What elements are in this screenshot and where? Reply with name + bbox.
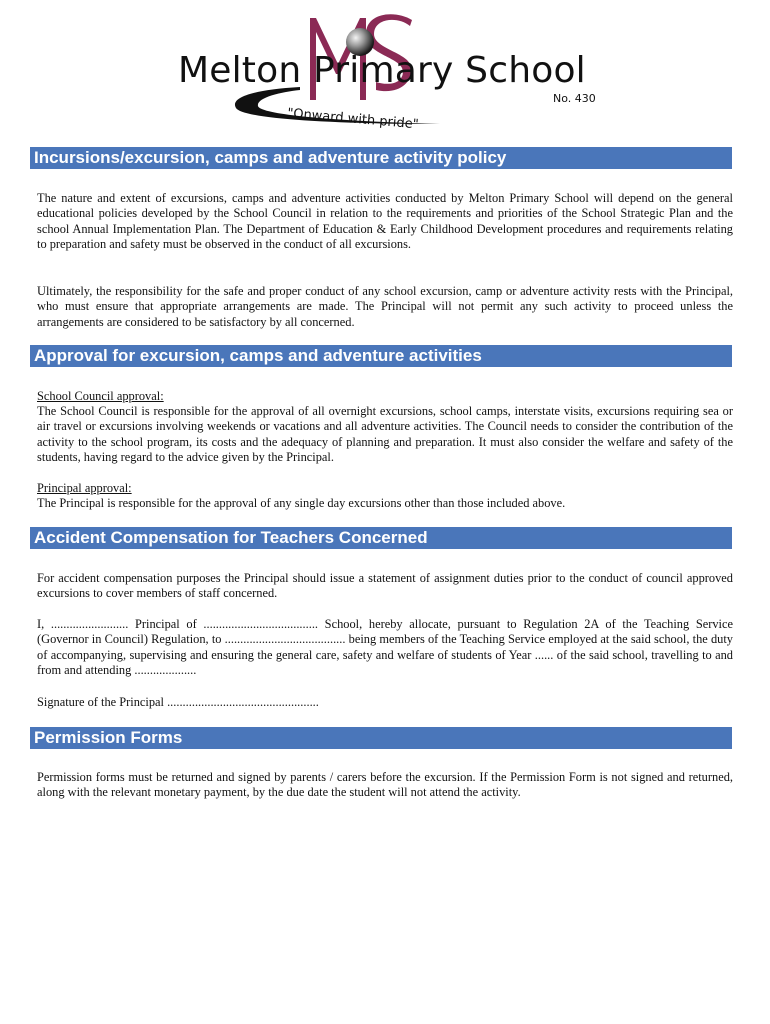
section-header-permission-forms: Permission Forms: [30, 727, 732, 749]
section-header-approval: Approval for excursion, camps and adventure activities: [30, 345, 732, 367]
principal-signature-line: Signature of the Principal .................................................: [37, 695, 319, 709]
section-header-incursions-policy: Incursions/excursion, camps and adventure activity policy: [30, 147, 732, 169]
policy-paragraph-1: The nature and extent of excursions, camps and adventure activities conducted by Melton Primary School will depend on the general educational policies developed by the School Council in relation to the requirements and priorities of the School Strategic Plan and the school Annual Implementation Plan. The Department of Education & Early Childhood Development procedures and requirements relating to preparation and safety must be observed in the conduct of all excursions.: [37, 191, 733, 252]
logo-school-number: No. 430: [553, 92, 596, 105]
logo-school-name: Melton Primary School: [178, 50, 586, 91]
assignment-statement: I, ......................... Principal of ..................................... School, hereby allocate, pursuant to Regulation 2A of the Teaching Service (Governor in Council) Regulation, to ....................................... being members of the Teaching Service employed at the said school, the duty of accompanying, supervising and ensuring the general care, safety and welfare of students of Year ...... of the said school, travelling to and from and attending ....................: [37, 617, 733, 678]
logo-motto: "Onward with pride": [286, 106, 420, 133]
principal-approval-heading: Principal approval:: [37, 481, 132, 495]
council-approval-heading: School Council approval:: [37, 389, 164, 403]
council-approval-text: The School Council is responsible for the approval of all overnight excursions, school camps, interstate visits, excursions requiring sea or air travel or excursions involving weekends or vacations and all adventure activities. The Council needs to consider the contribution of the activity to the school program, its costs and the adequacy of planning and preparation. It must also consider the welfare and safety of the students, having regard to the advice given by the Principal.: [37, 404, 733, 465]
compensation-paragraph-1: For accident compensation purposes the Principal should issue a statement of assignment duties prior to the conduct of council approved excursions to cover members of staff concerned.: [37, 571, 733, 601]
policy-paragraph-2: Ultimately, the responsibility for the safe and proper conduct of any school excursion, camp or adventure activity rests with the Principal, who must ensure that appropriate arrangements are made. The Principal will not permit any such activity to proceed unless the arrangements are considered to be satisfactory by all concerned.: [37, 284, 733, 329]
principal-approval-text: The Principal is responsible for the approval of any single day excursions other than those included above.: [37, 496, 566, 510]
school-logo: [170, 12, 600, 133]
section-header-accident-compensation: Accident Compensation for Teachers Concerned: [30, 527, 732, 549]
permission-forms-paragraph: Permission forms must be returned and signed by parents / carers before the excursion. If the Permission Form is not signed and returned, along with the relevant monetary payment, by the due date the student will not attend the activity.: [37, 770, 733, 800]
